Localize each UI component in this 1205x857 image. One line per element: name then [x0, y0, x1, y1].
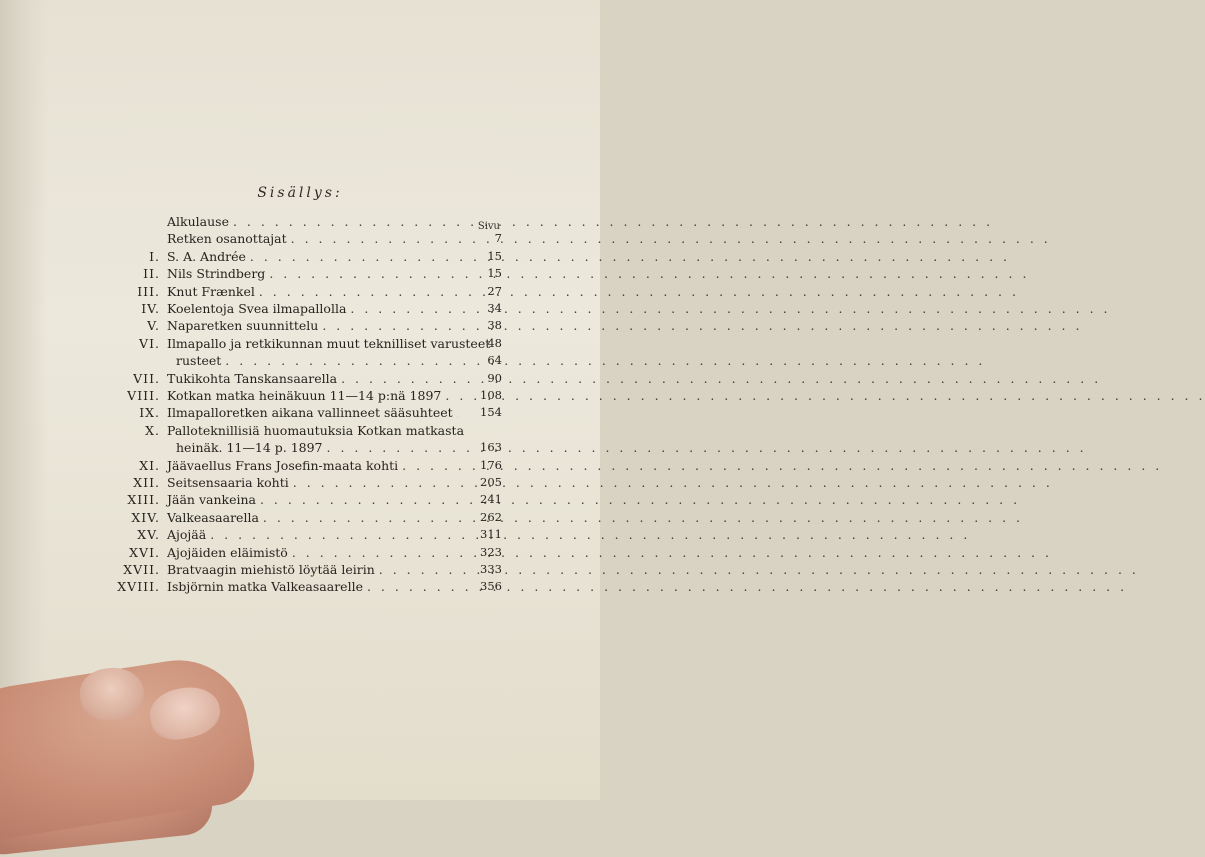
leader-dots — [260, 491, 1020, 508]
chapter-title: S. A. Andrée — [167, 248, 246, 265]
leader-dots — [210, 526, 970, 543]
chapter-title: rusteet — [176, 352, 221, 369]
page-number: 34 — [458, 300, 502, 317]
toc-heading: Sisällys: — [0, 185, 600, 201]
chapter-title-line — [167, 283, 457, 300]
chapter-title-line — [167, 578, 457, 595]
page-number: 108 — [458, 387, 502, 404]
chapter-title-line — [167, 335, 457, 352]
leader-dots — [259, 283, 1019, 300]
chapter-title-line — [167, 387, 457, 404]
page-number: 356 — [458, 578, 502, 595]
page-number: 311 — [458, 526, 502, 543]
chapter-number: IV. — [141, 300, 160, 317]
chapter-number: III. — [137, 283, 160, 300]
chapter-number: II. — [143, 265, 160, 282]
chapter-title-line — [167, 265, 457, 282]
page-number: 154 — [458, 404, 502, 421]
page-number: 64 — [458, 352, 502, 369]
chapter-number: V. — [147, 317, 160, 334]
chapter-title: Naparetken suunnittelu — [167, 317, 318, 334]
chapter-title: Nils Strindberg — [167, 265, 265, 282]
chapter-title-line — [167, 404, 457, 421]
leader-dots — [293, 474, 1053, 491]
chapter-title: Ajojäiden eläimistö — [167, 544, 288, 561]
page-number: 323 — [458, 544, 502, 561]
chapter-title: Isbjörnin matka Valkeasaarelle — [167, 578, 363, 595]
chapter-number: XII. — [133, 474, 160, 491]
chapter-number: XI. — [139, 457, 160, 474]
chapter-number: VIII. — [127, 387, 160, 404]
page-number: 176 — [458, 457, 502, 474]
chapter-title-line — [167, 230, 457, 247]
page-binding — [0, 0, 48, 800]
leader-dots — [292, 544, 1052, 561]
chapter-title-line — [167, 561, 457, 578]
chapter-title-line — [167, 422, 457, 439]
page-number: 48 — [458, 335, 502, 352]
chapter-title: Jäävaellus Frans Josefin-maata kohti — [167, 457, 398, 474]
chapter-title-line — [167, 526, 457, 543]
leader-dots — [341, 370, 1101, 387]
chapter-title: Ilmapalloretken aikana vallinneet sääsuhteet — [167, 404, 453, 421]
leader-dots — [322, 317, 1082, 334]
page-number: 241 — [458, 491, 502, 508]
page-number: 27 — [458, 283, 502, 300]
chapter-title: Valkeasaarella — [167, 509, 259, 526]
page-number: 90 — [458, 370, 502, 387]
leader-dots — [445, 387, 1205, 404]
chapter-title: Seitsensaaria kohti — [167, 474, 289, 491]
page-column-label: Sivu — [454, 221, 500, 232]
chapter-title: Kotkan matka heinäkuun 11—14 p:nä 1897 — [167, 387, 441, 404]
chapter-title: Knut Frænkel — [167, 283, 255, 300]
chapter-title: Koelentoja Svea ilmapallolla — [167, 300, 346, 317]
leader-dots — [225, 352, 985, 369]
chapter-title-line — [176, 352, 466, 369]
leader-dots — [269, 265, 1029, 282]
chapter-title: Palloteknillisiä huomautuksia Kotkan matkasta — [167, 422, 464, 439]
chapter-title-line — [167, 474, 457, 491]
chapter-number: I. — [149, 248, 160, 265]
chapter-number: X. — [145, 422, 160, 439]
chapter-title-line — [167, 370, 457, 387]
chapter-title-line — [167, 457, 457, 474]
page-number: 15 — [458, 265, 502, 282]
chapter-title-line — [167, 544, 457, 561]
chapter-title-line — [167, 317, 457, 334]
leader-dots — [263, 509, 1023, 526]
chapter-number: XVII. — [123, 561, 160, 578]
leader-dots — [327, 439, 1087, 456]
chapter-number: XVIII. — [117, 578, 160, 595]
chapter-title-line — [167, 213, 457, 230]
chapter-title: heinäk. 11—14 p. 1897 — [176, 439, 323, 456]
chapter-number: XIII. — [127, 491, 160, 508]
chapter-title: Ilmapallo ja retkikunnan muut teknilliset varusteet — [167, 335, 490, 352]
page-number: 7 — [458, 230, 502, 247]
chapter-title: Alkulause — [167, 213, 229, 230]
chapter-number: IX. — [139, 404, 160, 421]
chapter-title-line — [176, 439, 466, 456]
book-page — [0, 0, 600, 800]
chapter-title-line — [167, 300, 457, 317]
chapter-title: Jään vankeina — [167, 491, 256, 508]
chapter-title: Tukikohta Tanskansaarella — [167, 370, 337, 387]
chapter-number: VI. — [139, 335, 160, 352]
chapter-title: Ajojää — [167, 526, 206, 543]
chapter-number: XV. — [137, 526, 160, 543]
page-number: 163 — [458, 439, 502, 456]
page-number: 38 — [458, 317, 502, 334]
page-number: 333 — [458, 561, 502, 578]
page-number: 205 — [458, 474, 502, 491]
chapter-number: XIV. — [131, 509, 160, 526]
chapter-number: VII. — [133, 370, 160, 387]
leader-dots — [291, 230, 1051, 247]
chapter-number: XVI. — [129, 544, 160, 561]
chapter-title: Bratvaagin miehistö löytää leirin — [167, 561, 375, 578]
leader-dots — [233, 213, 993, 230]
chapter-title-line — [167, 248, 457, 265]
chapter-title-line — [167, 509, 457, 526]
leader-dots — [250, 248, 1010, 265]
leader-dots — [402, 457, 1162, 474]
chapter-title: Retken osanottajat — [167, 230, 287, 247]
page-number: 262 — [458, 509, 502, 526]
page-number: 15 — [458, 248, 502, 265]
chapter-title-line — [167, 491, 457, 508]
